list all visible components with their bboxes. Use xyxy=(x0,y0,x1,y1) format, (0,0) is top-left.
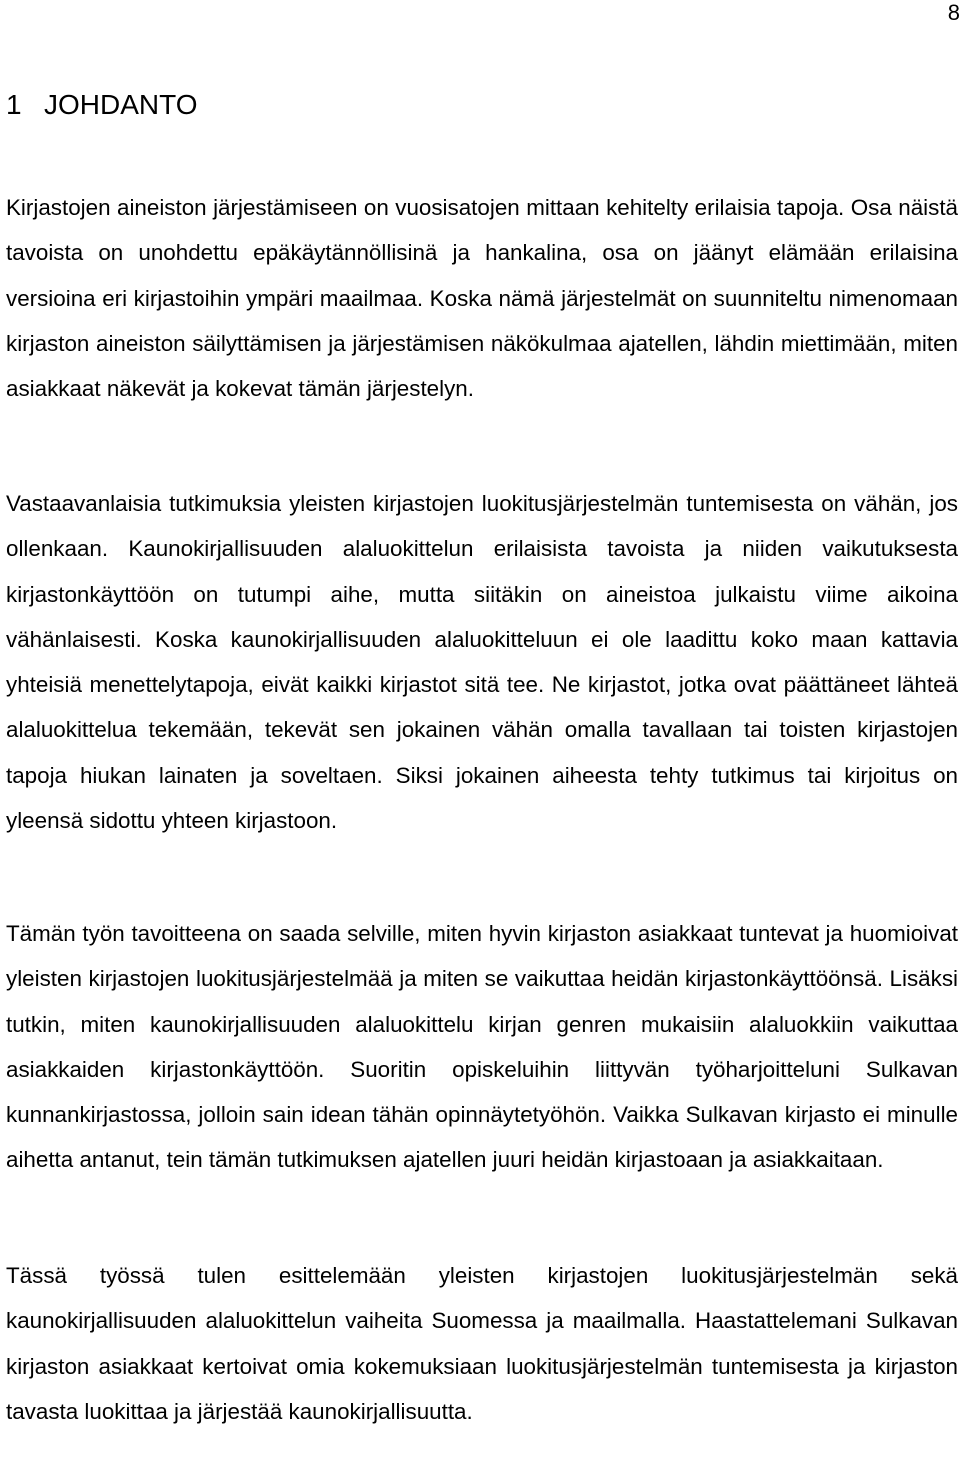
chapter-number: 1 xyxy=(6,89,22,120)
chapter-heading xyxy=(6,88,198,122)
paragraph: Tämän työn tavoitteena on saada selville, miten hyvin kirjaston asiakkaat tuntevat ja huomioivat yleisten kirjastojen luokitusjärjestelmää ja miten se vaikuttaa heidän kirjastonkäyttöönsä. Lisäksi tutkin, miten kaunokirjallisuuden alaluokittelu kirjan genren mukaisiin alaluokkiin vaikuttaa asiakkaiden kirjastonkäyttöön. Suoritin opiskeluihin liittyvän työharjoitteluni Sulkavan kunnankirjastossa, jolloin sain idean tähän opinnäytetyöhön. Vaikka Sulkavan kirjasto ei minulle aihetta antanut, tein tämän tutkimuksen ajatellen juuri heidän kirjastoaan ja asiakkaitaan. xyxy=(6,921,958,1173)
chapter-title: JOHDANTO xyxy=(44,89,198,120)
page-number: 8 xyxy=(947,0,960,25)
paragraph: Tässä työssä tulen esittelemään yleisten kirjastojen luokitusjärjestelmän sekä kaunokirjallisuuden alaluokittelun vaiheita Suomessa ja maailmalla. Haastattelemani Sulkavan kirjaston asiakkaat kertoivat omia kokemuksiaan luokitusjärjestelmän tuntemisesta ja kirjaston tavasta luokittaa ja järjestää kaunokirjallisuutta. xyxy=(6,1263,958,1424)
paragraph: Kirjastojen aineiston järjestämiseen on vuosisatojen mittaan kehitelty erilaisia tapoja. Osa näistä tavoista on unohdettu epäkäytännöllisinä ja hankalina, osa on jäänyt elämään erilaisina versioina eri kirjastoihin ympäri maailmaa. Koska nämä järjestelmät on suunniteltu nimenomaan kirjaston aineiston säilyttämisen ja järjestämisen näkökulmaa ajatellen, lähdin miettimään, miten asiakkaat näkevät ja kokevat tämän järjestelyn. xyxy=(6,195,958,402)
paragraph: Vastaavanlaisia tutkimuksia yleisten kirjastojen luokitusjärjestelmän tuntemisesta on vähän, jos ollenkaan. Kaunokirjallisuuden alaluokittelun erilaisista tavoista ja niiden vaikutuksesta kirjastonkäyttöön on tutumpi aihe, mutta siitäkin on aineistoa julkaistu viime aikoina vähänlaisesti. Koska kaunokirjallisuuden alaluokitteluun ei ole laadittu koko maan kattavia yhteisiä menettelytapoja, eivät kaikki kirjastot sitä tee. Ne kirjastot, jotka ovat päättäneet lähteä alaluokittelua tekemään, tekevät sen jokainen vähän omalla tavallaan tai toisten kirjastojen tapoja hiukan lainaten ja soveltaen. Siksi jokainen aiheesta tehty tutkimus tai kirjoitus on yleensä sidottu yhteen kirjastoon. xyxy=(6,491,958,834)
